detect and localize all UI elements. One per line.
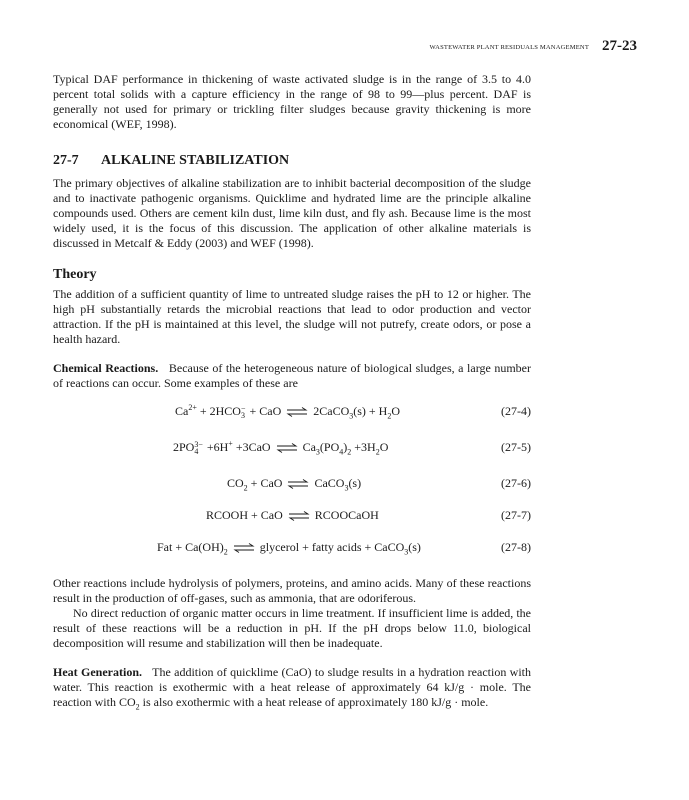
equation-row — [53, 404, 531, 422]
heat-generation-text-a: The addition of quicklime (CaO) to sludge results in a hydration reaction with water. This reaction is exothermic with a heat release of approximately 64 kJ/g · mole. The reaction with CO — [53, 665, 532, 709]
paragraph-daf-performance: Typical DAF performance in thickening of waste activated sludge is in the range of 3.5 to 4.0 percent total solids with a capture efficiency in the range of 98 to 99—plus percent. DAF is generally not used for primary or trickling filter sludges because gravity thickening is more economical (WEF, 1998). — [53, 72, 531, 131]
equation-number: (27-4) — [501, 404, 531, 418]
lime-treatment-text: No direct reduction of organic matter occurs in lime treatment. If insufficient lime is added, the result of these reactions will be a reduction in pH. If the pH drops below 11.0, biological decomposition will resume and stabilization will then be inadequate. — [53, 606, 531, 650]
heat-generation-text-b: is also exothermic with a heat release of approximately 180 kJ/g · mole. — [139, 695, 489, 709]
equation-row — [53, 508, 531, 526]
section-title: ALKALINE STABILIZATION — [101, 153, 290, 168]
equation-row — [53, 440, 531, 458]
equation: $CO_2$ + CaO CaCO$_3$(s) — [227, 476, 362, 493]
section-heading — [53, 153, 289, 169]
equation-number: (27-6) — [501, 476, 531, 490]
running-head: WASTEWATER PLANT RESIDUALS MANAGEMENT — [429, 44, 589, 51]
paragraph-other-reactions — [53, 576, 531, 651]
equation: RCOOH + CaO RCOOCaOH — [206, 508, 379, 522]
other-reactions-text: Other reactions include hydrolysis of polymers, proteins, and amino acids. Many of these reactions result in the production of off-gases, such as ammonia, that are odoriferous. — [53, 576, 531, 605]
equation-row — [53, 540, 531, 558]
paragraph-heat-generation — [53, 665, 531, 710]
runin-heading-heat-generation: Heat Generation. — [53, 665, 143, 679]
paragraph-chemical-reactions — [53, 361, 531, 391]
page-number: 27-23 — [602, 38, 637, 54]
equation-row — [53, 476, 531, 494]
runin-heading-chemical-reactions: Chemical Reactions. — [53, 361, 159, 375]
page-header — [53, 38, 637, 58]
section-number: 27-7 — [53, 153, 79, 168]
co2-subscript: 2 — [135, 702, 140, 712]
paragraph-theory: The addition of a sufficient quantity of lime to untreated sludge raises the pH to 12 or higher. The high pH substantially retards the microbial reactions that lead to odor production and vector attraction. If the pH is maintained at this level, the sludge will not putrefy, create odors, or pose a health hazard. — [53, 287, 531, 346]
equation-number: (27-5) — [501, 440, 531, 454]
equilibrium-arrow-icon — [276, 443, 298, 453]
subsection-heading-theory: Theory — [53, 267, 97, 282]
equilibrium-arrow-icon — [288, 511, 310, 521]
equation-number: (27-8) — [501, 540, 531, 554]
equation: Fat + $Ca(OH)_2$ glycerol + fatty acids + CaCO$_3$(s) — [157, 540, 421, 557]
equation-number: (27-7) — [501, 508, 531, 522]
equilibrium-arrow-icon — [286, 407, 308, 417]
equilibrium-arrow-icon — [287, 479, 309, 489]
equilibrium-arrow-icon — [233, 543, 255, 553]
equation: $Ca^{2+} + 2HCO$ − 3 + CaO 2CaCO$_3$(s) + $H_2O$ — [175, 403, 401, 421]
equation: 2PO 3− 4 +6H+ +3CaO $Ca_3(PO_4)_2 +3H_2O$ — [173, 439, 389, 457]
chemical-reactions-text: Because of the heterogeneous nature of biological sludges, a large number of reactions can occur. Some examples of these are — [53, 361, 532, 390]
paragraph-objectives: The primary objectives of alkaline stabilization are to inhibit bacterial decomposition of the sludge and to inactivate pathogenic organisms. Quicklime and hydrated lime are the principle alkaline compounds used. Others are cement kiln dust, lime kiln dust, and fly ash. Because lime is the most widely used, it is the focus of this discussion. The application of other alkaline materials is discussed in Metcalf & Eddy (2003) and WEF (1998). — [53, 176, 531, 250]
